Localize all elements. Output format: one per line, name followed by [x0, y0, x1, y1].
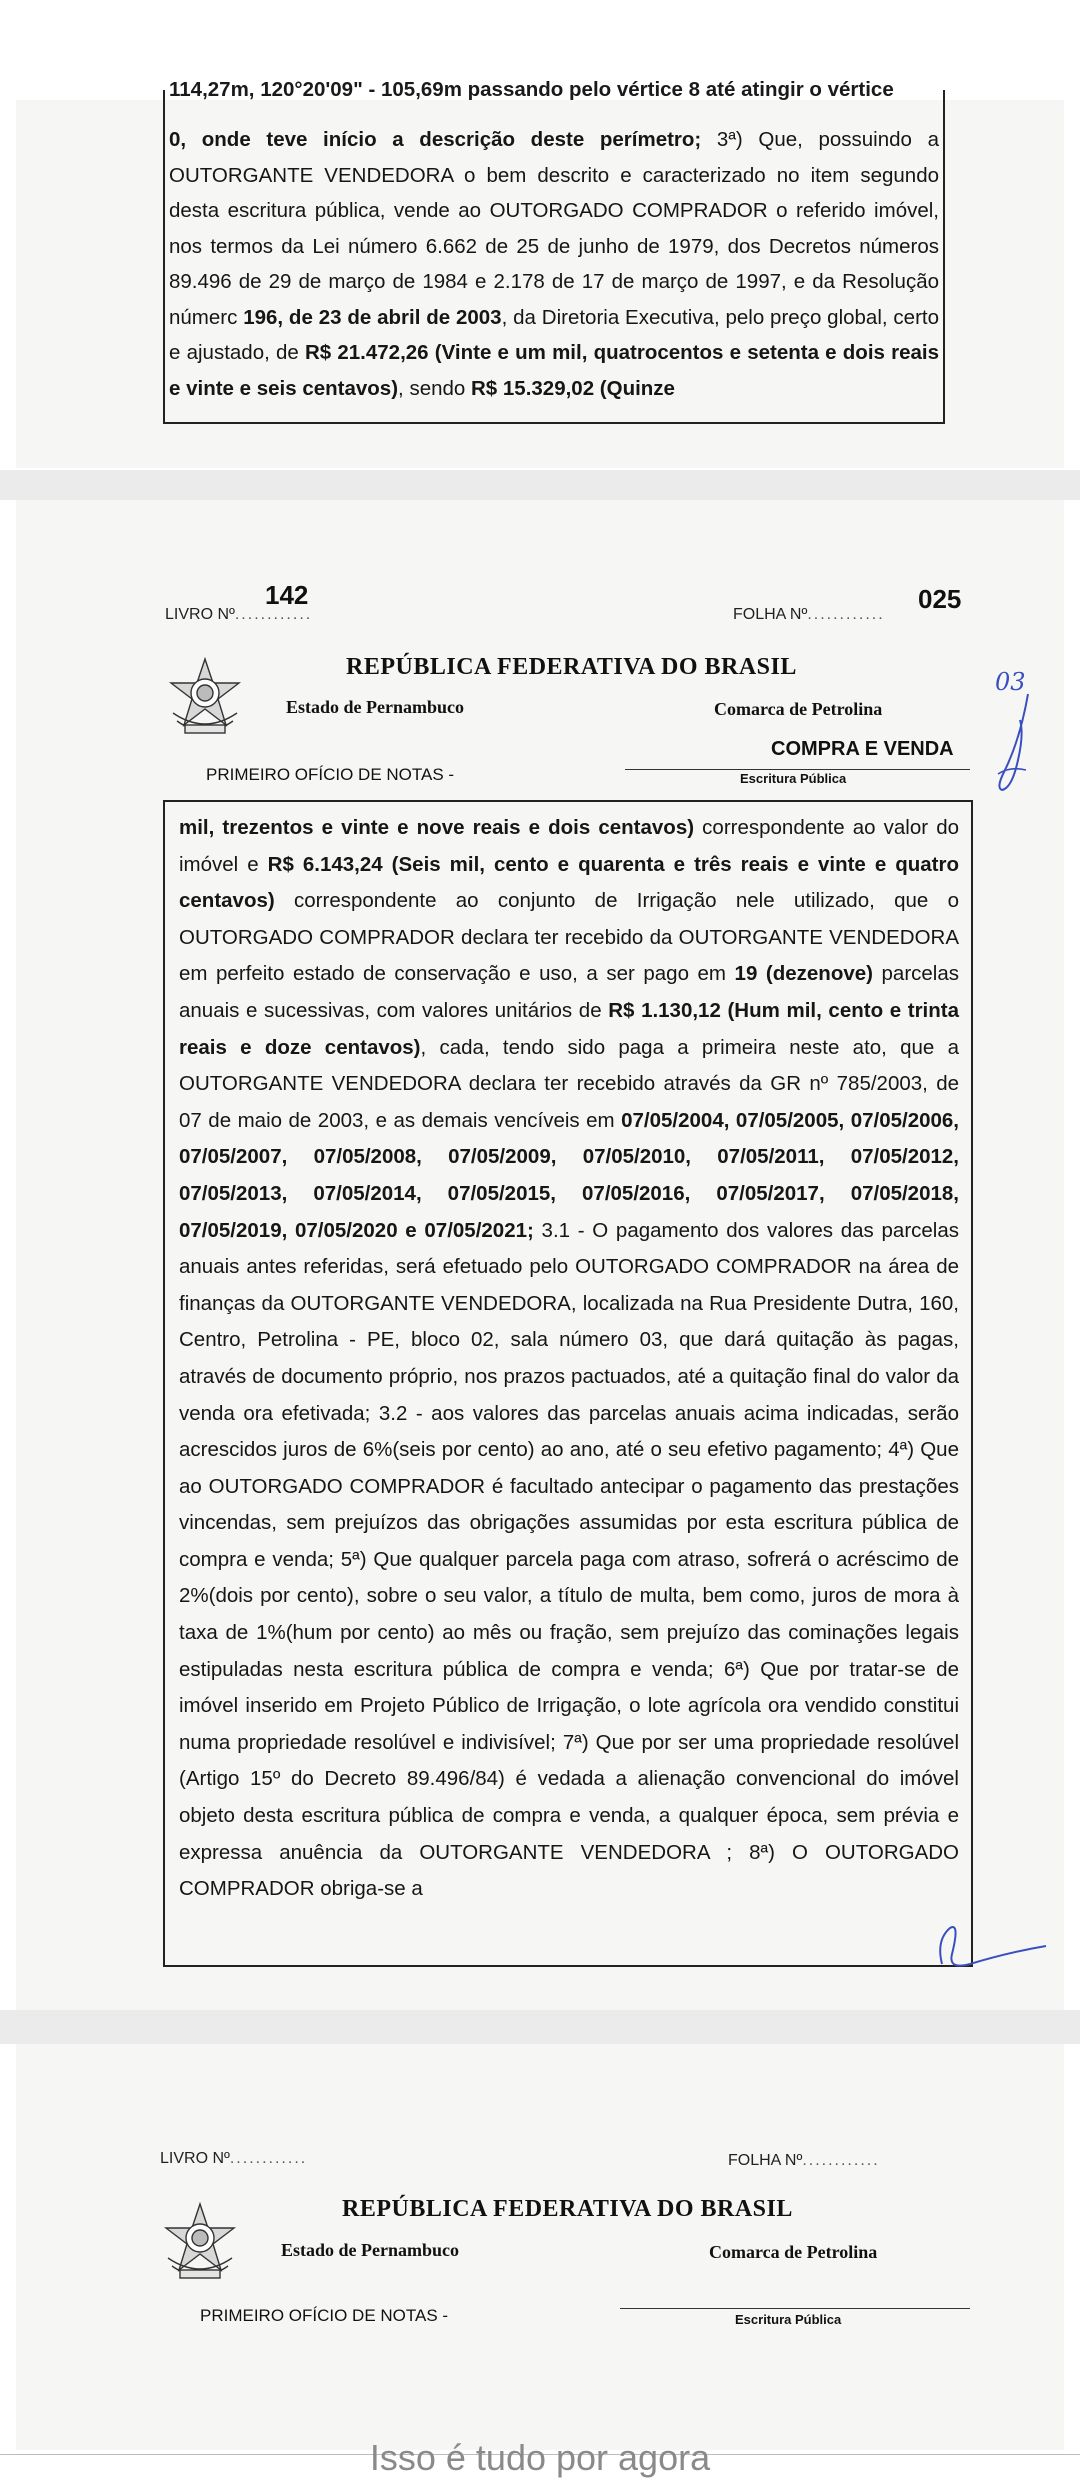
page-1-text-box — [163, 78, 945, 424]
republic-heading: REPÚBLICA FEDERATIVA DO BRASIL — [346, 654, 797, 680]
state-label: Estado de Pernambuco — [286, 697, 465, 717]
livro-number: 142 — [265, 580, 309, 610]
page-3-coat-of-arms-icon — [158, 2200, 242, 2284]
livro-label: LIVRO Nº............ — [165, 606, 313, 623]
page-separator-2 — [0, 2010, 1080, 2044]
page-3-office-label: PRIMEIRO OFÍCIO DE NOTAS - — [200, 2306, 449, 2325]
page-3-rule — [620, 2308, 970, 2309]
bottom-signature-icon — [930, 1910, 1050, 1980]
end-of-feed-text: Isso é tudo por agora — [369, 2437, 711, 2478]
page-separator-1 — [0, 470, 1080, 500]
folha-label: FOLHA Nº............ — [733, 606, 885, 623]
page-2-text-box — [163, 800, 973, 1967]
page-3-folha-label: FOLHA Nº............ — [728, 2152, 880, 2169]
page-3-state-label: Estado de Pernambuco — [281, 2240, 460, 2260]
escritura-label: Escritura Pública — [740, 771, 847, 786]
page-3-comarca-label: Comarca de Petrolina — [709, 2242, 878, 2262]
deed-type-rule — [625, 769, 970, 770]
signature-initial-icon — [990, 690, 1040, 810]
page-3-republic-heading: REPÚBLICA FEDERATIVA DO BRASIL — [342, 2196, 793, 2222]
office-label: PRIMEIRO OFÍCIO DE NOTAS - — [206, 765, 455, 784]
margin-mark: 03 — [995, 668, 1026, 696]
folha-number: 025 — [918, 584, 962, 614]
deed-type-label: COMPRA E VENDA — [771, 738, 954, 760]
coat-of-arms-icon — [163, 655, 247, 739]
page-3-livro-label: LIVRO Nº............ — [160, 2150, 308, 2167]
page-3-escritura-label: Escritura Pública — [735, 2312, 842, 2327]
comarca-label: Comarca de Petrolina — [714, 699, 883, 719]
page-1-paragraph: 0, onde teve início a descrição deste perímetro; 3ª) Que, possuindo a OUTORGANTE VENDEDORA o bem descrito e caracterizado no item segundo desta escritura pública, vende ao OUTORGADO COMPRADOR o referido imóvel, nos termos da Lei número 6.662 de 25 de junho de 1979, dos Decretos números 89.496 de 29 de março de 1984 e 2.178 de 17 de março de 1997, e da Resolução númerc 196, de 23 de abril de 2003, da Diretoria Executiva, pelo preço global, certo e ajustado, de R$ 21.472,26 (Vinte e um mil, quatrocentos e setenta e dois reais e vinte e seis centavos), sendo R$ 15.329,02 (Quinze — [169, 128, 939, 400]
page-1-cut-line: 114,27m, 120°20'09" - 105,69m passando pelo vértice 8 até atingir o vértice — [169, 78, 894, 101]
page-2-paragraph: mil, trezentos e vinte e nove reais e dois centavos) correspondente ao valor do imóvel e R$ 6.143,24 (Seis mil, cento e quarenta e três reais e vinte e quatro centavos) correspondente ao conjunto de Irrigação nele utilizado, que o OUTORGADO COMPRADOR declara ter recebido da OUTORGANTE VENDEDORA em perfeito estado de conservação e uso, a ser pago em 19 (dezenove) parcelas anuais e sucessivas, com valores unitários de R$ 1.130,12 (Hum mil, cento e trinta reais e doze centavos), cada, tendo sido paga a primeira neste ato, que a OUTORGANTE VENDEDORA declara ter recebido através da GR nº 785/2003, de 07 de maio de 2003, e as demais vencíveis em 07/05/2004, 07/05/2005, 07/05/2006, 07/05/2007, 07/05/2008, 07/05/2009, 07/05/2010, 07/05/2011, 07/05/2012, 07/05/2013, 07/05/2014, 07/05/2015, 07/05/2016, 07/05/2017, 07/05/2018, 07/05/2019, 07/05/2020 e 07/05/2021; 3.1 - O pagamento dos valores das parcelas anuais antes referidas, será efetuado pelo OUTORGADO COMPRADOR na área de finanças da OUTORGANTE VENDEDORA, localizada na Rua Presidente Dutra, 160, Centro, Petrolina - PE, bloco 02, sala número 03, que dará quitação às pagas, através de documento próprio, nos prazos pactuados, até a quitação final do valor da venda ora efetivada; 3.2 - aos valores das parcelas anuais acima indicadas, serão acrescidos juros de 6%(seis por cento) ao ano, até o seu efetivo pagamento; 4ª) Que ao OUTORGADO COMPRADOR é facultado antecipar o pagamento das prestações vincendas, sem prejuízos das obrigações assumidas por esta escritura pública de compra e venda; 5ª) Que qualquer parcela paga com atraso, sofrerá o acréscimo de 2%(dois por cento), sobre o seu valor, a título de multa, bem como, juros de mora à taxa de 1%(hum por cento) ao mês ou fração, sem prejuízo das cominações legais estipuladas nesta escritura pública de compra e venda; 6ª) Que por tratar-se de imóvel inserido em Projeto Público de Irrigação, o lote agrícola ora vendido constitui numa propriedade resolúvel e indivisível; 7ª) Que por ser uma propriedade resolúvel (Artigo 15º do Decreto 89.496/84) é vedada a alienação convencional do imóvel objeto desta escritura pública de compra e venda, a qualquer época, sem prévia e expressa anuência da OUTORGANTE VENDEDORA ; 8ª) O OUTORGADO COMPRADOR obriga-se a — [179, 816, 960, 1901]
